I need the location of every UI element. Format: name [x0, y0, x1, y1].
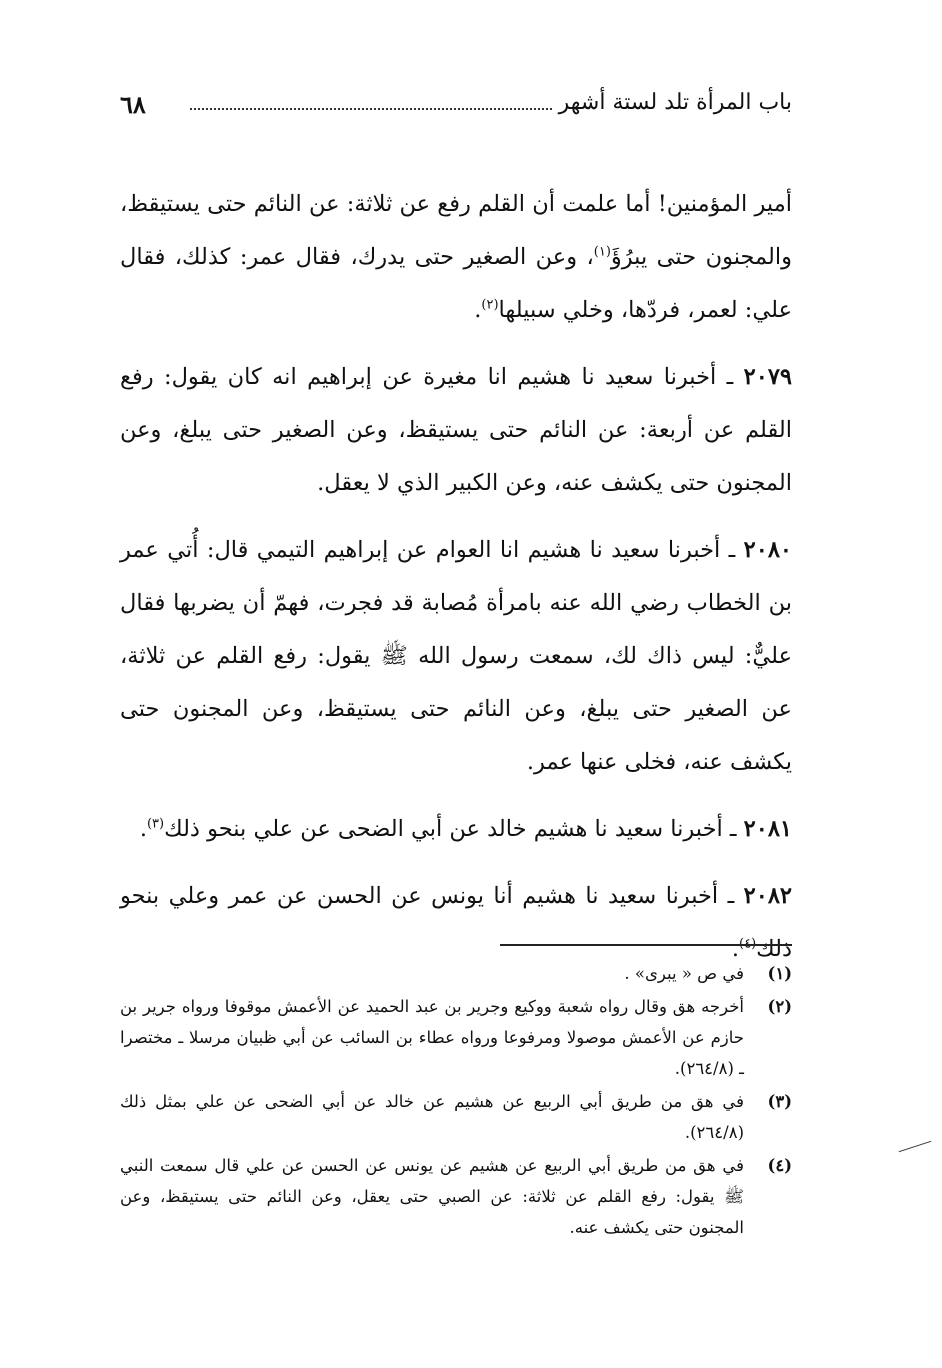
text-segment: . — [474, 297, 482, 323]
footnote — [120, 991, 792, 1084]
hadith-2081 — [120, 803, 792, 856]
hadith-number: ٢٠٨٢ — [743, 883, 793, 909]
text-segment: . — [139, 816, 147, 842]
footnotes — [120, 958, 792, 1245]
hadith-2080 — [120, 524, 792, 789]
text-line: أمير المؤمنين! أما علمت أن القلم رفع عن ثلاثة: عن النائم حتى يستيقظ، — [120, 191, 792, 217]
footnote-label: (٤) — [767, 1156, 792, 1175]
footnote-mark: (٢) — [481, 297, 499, 313]
chapter-title: باب المرأة تلد لستة أشهر — [558, 90, 792, 115]
footnote-text: في هق من طريق أبي الربيع عن هشيم عن يونس عن الحسن عن علي قال سمعت النبي ﷺ يقول: رفع القلم عن ثلاثة: عن الصبي حتى يعقل، وعن النائم حتى يستيقظ، وعن المجنون حتى يكشف عنه. — [120, 1156, 744, 1237]
hadith-text: ـ أخبرنا سعيد نا هشيم انا العوام عن إبراهيم التيمي قال: أُتي عمر بن الخطاب رضي الله عنه بامرأة مُصابة قد فجرت، فهمّ أن يضربها فقال عليٌّ: ليس ذاك لك، سمعت رسول الله ﷺ يقول: رفع القلم عن ثلاثة، عن الصغير حتى يبلغ، وعن النائم حتى يستيقظ، وعن المجنون حتى يكشف عنه، فخلى عنها عمر. — [120, 537, 792, 775]
text-segment: علي: لعمر، فردّها، وخلي سبيلها — [498, 297, 792, 323]
hadith-2079 — [120, 351, 792, 510]
footnote-label: (١) — [767, 964, 792, 983]
page-number: ٦٨ — [120, 90, 146, 119]
footnote-label: (٣) — [767, 1092, 792, 1111]
hadith-number: ٢٠٨٠ — [743, 537, 792, 563]
footnote-text: في هق من طريق أبي الربيع عن هشيم عن خالد عن أبي الضحى عن علي بمثل ذلك (٢٦٤/٨). — [120, 1092, 744, 1142]
footnote-text: في ص « يبرى» . — [624, 964, 744, 983]
footnote-mark: (٣) — [146, 816, 165, 832]
main-text — [120, 178, 792, 990]
hadith-number: ٢٠٧٩ — [743, 364, 792, 390]
header-dotted-leader — [190, 108, 552, 110]
footnote-separator — [500, 944, 792, 946]
footnote-mark: (١) — [593, 244, 611, 260]
text-segment: والمجنون حتى يبرُؤَ — [610, 244, 793, 270]
running-header — [120, 90, 792, 126]
hadith-text: ـ أخبرنا سعيد نا هشيم أنا يونس عن الحسن عن عمر وعلي بنحو ذلك — [120, 883, 792, 962]
footnote — [120, 1150, 792, 1243]
footnote — [120, 1086, 792, 1148]
margin-pen-mark — [899, 1141, 932, 1152]
footnote-text: أخرجه هق وقال رواه شعبة ووكيع وجرير بن عبد الحميد عن الأعمش موقوفا ورواه جرير بن حازم عن الأعمش موصولا ومرفوعا ورواه عطاء بن السائب عن أبي ظبيان مرسلا ـ مختصرا ـ (٢٦٤/٨). — [120, 997, 744, 1078]
hadith-number: ٢٠٨١ — [743, 816, 792, 842]
footnote-mark: (٤) — [739, 936, 757, 952]
hadith-text: ـ أخبرنا سعيد نا هشيم خالد عن أبي الضحى عن علي بنحو ذلك — [164, 816, 737, 842]
text-segment: . — [731, 936, 740, 962]
footnote — [120, 958, 792, 989]
footnote-label: (٢) — [767, 997, 792, 1016]
text-segment: ، وعن الصغير حتى يدرك، فقال عمر: كذلك، فقال — [120, 244, 594, 270]
paragraph-continued — [120, 178, 792, 337]
hadith-text: ـ أخبرنا سعيد نا هشيم انا مغيرة عن إبراهيم انه كان يقول: رفع القلم عن أربعة: عن النائم حتى يستيقظ، وعن الصغير حتى يبلغ، وعن المجنون حتى يكشف عنه، وعن الكبير الذي لا يعقل. — [120, 364, 792, 496]
